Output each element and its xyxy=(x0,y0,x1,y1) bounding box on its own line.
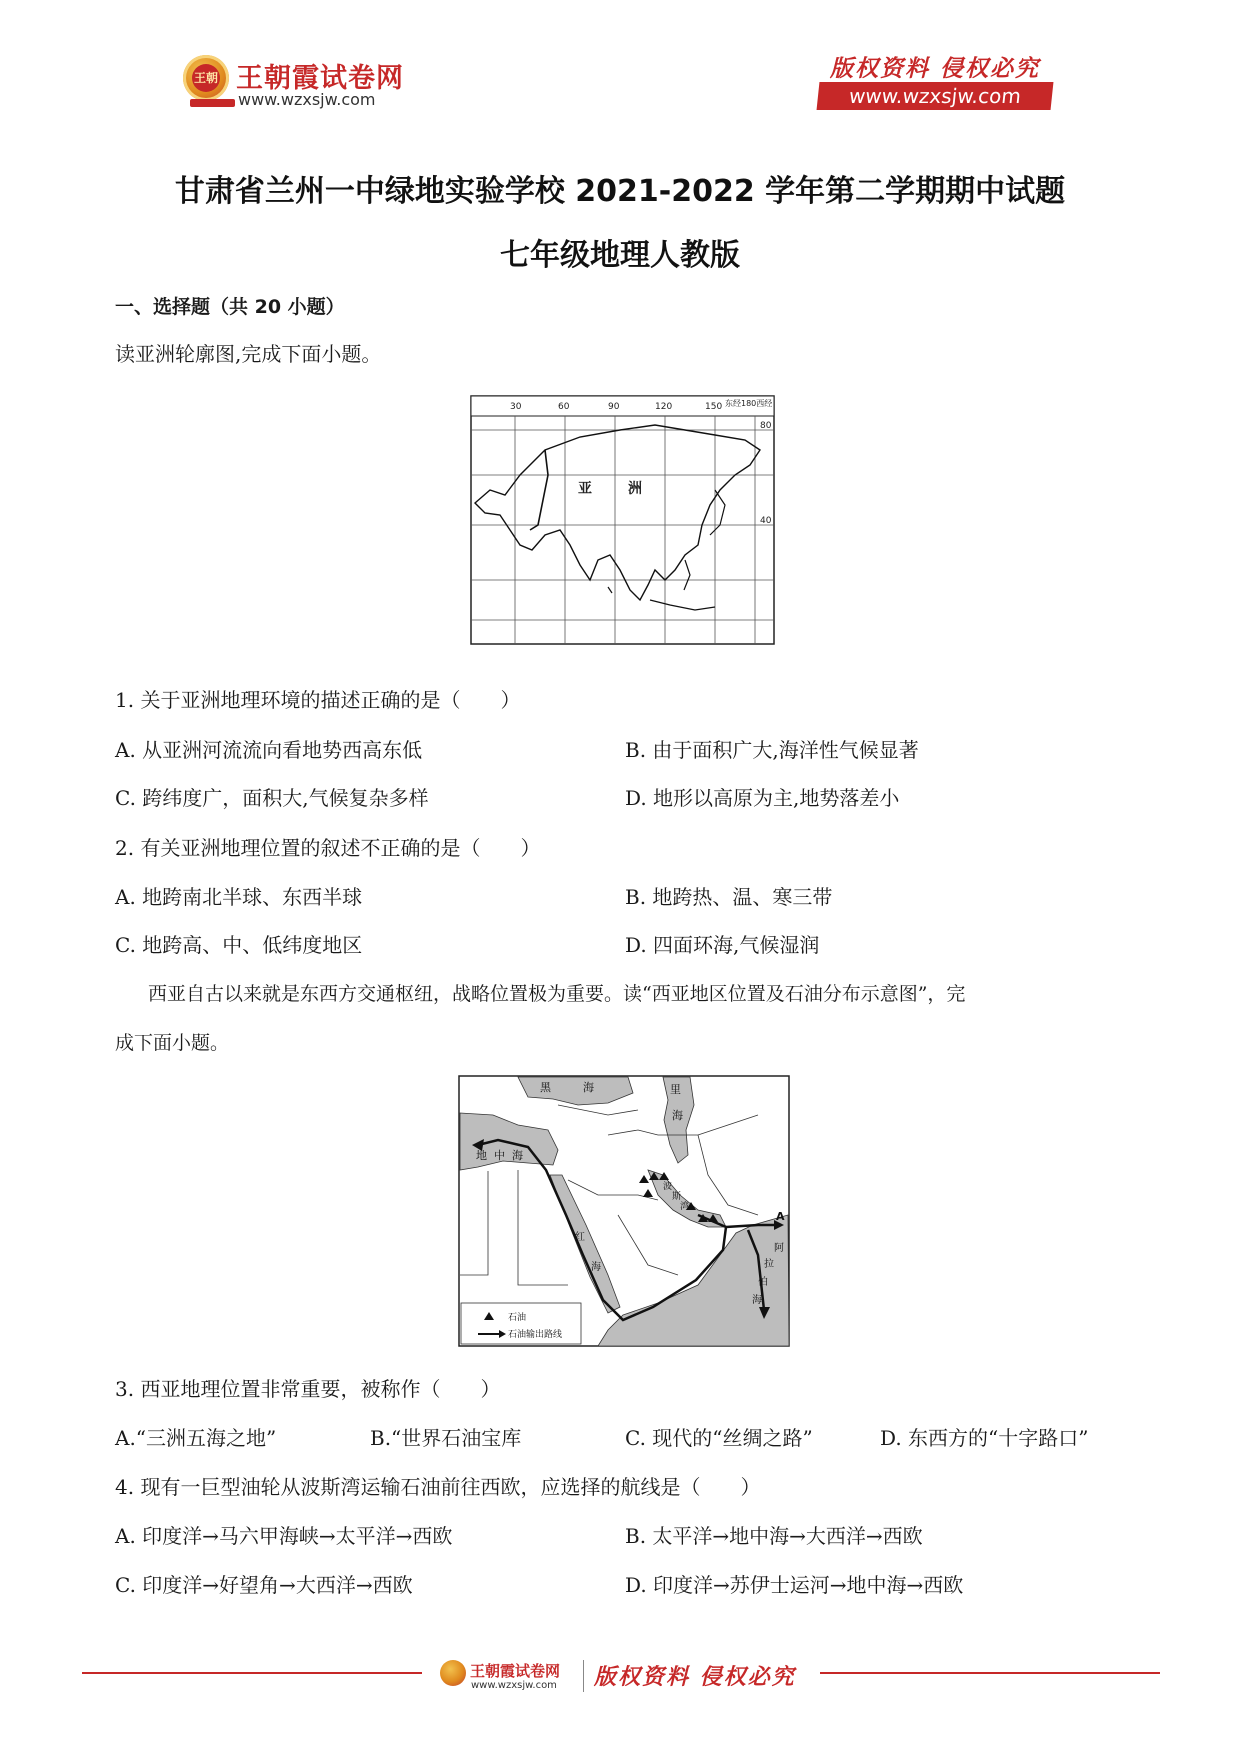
question-2-option-d[interactable]: D. 四面环海,气候湿润 xyxy=(625,933,820,957)
arabian-sea-label-4: 海 xyxy=(752,1295,762,1306)
red-sea-label-1: 红 xyxy=(575,1232,585,1243)
page-subtitle: 七年级地理人教版 xyxy=(500,238,740,273)
point-a-label: A xyxy=(776,1210,785,1223)
persian-gulf-label-2: 斯 xyxy=(672,1192,682,1202)
footer-rule-left xyxy=(82,1672,422,1674)
footer-slogan: 版权资料 侵权必究 xyxy=(594,1664,796,1690)
question-4-option-c[interactable]: C. 印度洋→好望角→大西洋→西欧 xyxy=(115,1573,413,1597)
black-sea-label-1: 黑 xyxy=(540,1081,551,1094)
footer-logo-badge xyxy=(440,1660,466,1686)
question-4-option-d[interactable]: D. 印度洋→苏伊士运河→地中海→西欧 xyxy=(625,1573,964,1597)
lat-label-40: 40 xyxy=(760,516,772,526)
intro-text-2-cont: 成下面小题。 xyxy=(115,1032,230,1054)
question-1-option-d[interactable]: D. 地形以高原为主,地势落差小 xyxy=(625,786,900,810)
question-2-option-c[interactable]: C. 地跨高、中、低纬度地区 xyxy=(115,933,363,957)
arabian-sea-label-2: 拉 xyxy=(764,1259,774,1270)
question-3-option-d[interactable]: D. 东西方的“十字路口” xyxy=(880,1426,1089,1450)
footer-rule-right xyxy=(820,1672,1160,1674)
question-4-option-a[interactable]: A. 印度洋→马六甲海峡→太平洋→西欧 xyxy=(115,1524,453,1548)
continent-label-2: 洲 xyxy=(628,481,642,497)
intro-text-2: 西亚自古以来就是东西方交通枢纽，战略位置极为重要。读“西亚地区位置及石油分布示意图”，完 xyxy=(148,983,966,1005)
footer-logo-name: 王朝霞试卷网 xyxy=(470,1662,561,1680)
question-2-option-b[interactable]: B. 地跨热、温、寒三带 xyxy=(625,885,833,909)
section-heading: 一、选择题（共 20 小题） xyxy=(115,296,345,318)
question-3-option-c[interactable]: C. 现代的“丝绸之路” xyxy=(625,1426,813,1450)
caspian-label-1: 里 xyxy=(670,1083,681,1096)
question-2-stem: 2. 有关亚洲地理位置的叙述不正确的是（ ） xyxy=(115,836,541,860)
west-asia-oil-map xyxy=(458,1075,790,1347)
lon-label-180: 东经180西经 xyxy=(725,399,773,408)
question-1-option-a[interactable]: A. 从亚洲河流流向看地势西高东低 xyxy=(115,738,423,762)
black-sea-label-2: 海 xyxy=(583,1081,594,1094)
arabian-sea-label-3: 伯 xyxy=(758,1277,768,1288)
question-1-option-c[interactable]: C. 跨纬度广，面积大,气候复杂多样 xyxy=(115,786,429,810)
legend-route-label: 石油输出路线 xyxy=(508,1330,563,1340)
logo-ribbon xyxy=(190,99,235,107)
question-3-option-a[interactable]: A.“三洲五海之地” xyxy=(115,1426,277,1450)
mediterranean-label-2: 中 xyxy=(494,1149,505,1162)
intro-text: 读亚洲轮廓图,完成下面小题。 xyxy=(115,342,382,366)
lon-label-30: 30 xyxy=(510,402,522,412)
logo-name: 王朝霞试卷网 xyxy=(236,63,404,94)
footer-logo-url[interactable]: www.wzxsjw.com xyxy=(471,1680,557,1691)
lon-label-120: 120 xyxy=(655,402,673,412)
question-1-stem: 1. 关于亚洲地理环境的描述正确的是（ ） xyxy=(115,688,521,712)
lon-label-60: 60 xyxy=(558,402,570,412)
question-2-option-a[interactable]: A. 地跨南北半球、东西半球 xyxy=(115,885,363,909)
question-3-option-b[interactable]: B.“世界石油宝库 xyxy=(370,1426,522,1450)
copyright-slogan: 版权资料 侵权必究 xyxy=(830,55,1041,82)
question-4-stem: 4. 现有一巨型油轮从波斯湾运输石油前往西欧，应选择的航线是（ ） xyxy=(115,1475,761,1499)
page-title: 甘肃省兰州一中绿地实验学校 2021-2022 学年第二学期期中试题 xyxy=(174,174,1066,209)
caspian-label-2: 海 xyxy=(672,1109,683,1122)
lat-label-80: 80 xyxy=(760,421,772,431)
copyright-url[interactable]: www.wzxsjw.com xyxy=(817,82,1054,110)
question-1-option-b[interactable]: B. 由于面积广大,海洋性气候显著 xyxy=(625,738,919,762)
logo-badge-text: 王朝 xyxy=(192,64,220,92)
footer-divider xyxy=(583,1660,584,1692)
lon-label-150: 150 xyxy=(705,402,723,412)
continent-label-1: 亚 xyxy=(578,481,592,497)
asia-outline-map xyxy=(470,395,775,645)
arabian-sea-label-1: 阿 xyxy=(774,1243,784,1254)
logo-badge xyxy=(183,55,229,101)
logo-url[interactable]: www.wzxsjw.com xyxy=(238,90,376,109)
question-4-option-b[interactable]: B. 太平洋→地中海→大西洋→西欧 xyxy=(625,1524,923,1548)
red-sea-label-2: 海 xyxy=(591,1262,601,1273)
mediterranean-label-1: 地 xyxy=(476,1149,487,1162)
question-3-stem: 3. 西亚地理位置非常重要，被称作（ ） xyxy=(115,1377,501,1401)
persian-gulf-label-1: 波 xyxy=(663,1182,673,1192)
lon-label-90: 90 xyxy=(608,402,620,412)
persian-gulf-label-3: 湾 xyxy=(680,1202,690,1212)
legend-oil-label: 石油 xyxy=(508,1313,527,1323)
mediterranean-label-3: 海 xyxy=(512,1149,523,1162)
